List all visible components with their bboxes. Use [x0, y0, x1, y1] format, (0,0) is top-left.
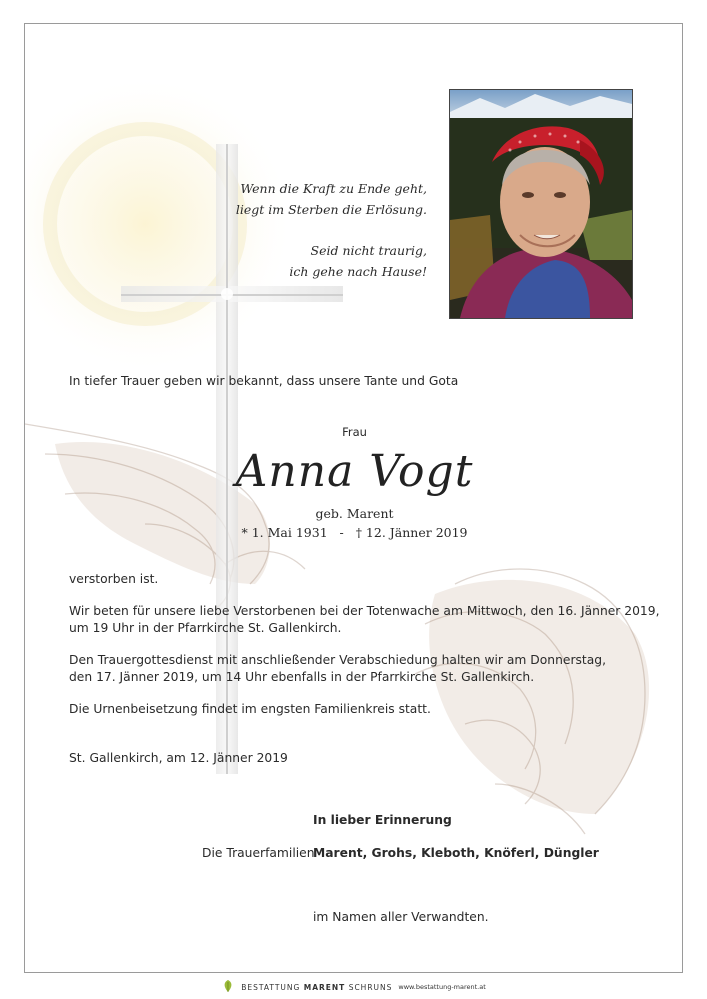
- relatives-text: im Namen aller Verwandten.: [313, 910, 489, 924]
- intro-text: In tiefer Trauer geben wir bekannt, dass unsere Tante und Gota: [69, 374, 459, 388]
- urn-burial-text: Die Urnenbeisetzung findet im engsten Familienkreis statt.: [69, 702, 431, 716]
- obituary-card: [24, 23, 683, 973]
- families-names: Marent, Grohs, Kleboth, Knöferl, Düngler: [313, 846, 599, 860]
- quote-line-1: Wenn die Kraft zu Ende geht,: [240, 181, 427, 196]
- company-brand: [241, 983, 392, 992]
- place-date: St. Gallenkirch, am 12. Jänner 2019: [69, 751, 288, 765]
- life-dates: * 1. Mai 1931 - † 12. Jänner 2019: [241, 525, 468, 540]
- portrait-photo: [449, 89, 633, 319]
- company-website[interactable]: www.bestattung-marent.at: [398, 983, 486, 991]
- vigil-text-line-2: um 19 Uhr in der Pfarrkirche St. Gallenkirch.: [69, 621, 342, 635]
- remembrance-heading: In lieber Erinnerung: [313, 813, 452, 827]
- company-name: MARENT: [303, 982, 346, 992]
- company-location: SCHRUNS: [348, 982, 393, 992]
- vigil-text-line-1: Wir beten für unsere liebe Verstorbenen bei der Totenwache am Mittwoch, den 16. Jänner 2019,: [69, 604, 660, 618]
- passed-text: verstorben ist.: [69, 572, 159, 586]
- footer: [0, 975, 707, 999]
- quote-line-2: liegt im Sterben die Erlösung.: [235, 202, 427, 217]
- families-label: Die Trauerfamilien: [202, 846, 315, 860]
- maiden-name: geb. Marent: [315, 506, 394, 521]
- leaf-logo-icon: [221, 979, 235, 995]
- quote-line-4: ich gehe nach Hause!: [289, 264, 427, 279]
- salutation: Frau: [342, 425, 367, 439]
- service-text-line-1: Den Trauergottesdienst mit anschließender Verabschiedung halten wir am Donnerstag,: [69, 653, 606, 667]
- quote-line-3: Seid nicht traurig,: [310, 243, 427, 258]
- company-prefix: BESTATTUNG: [241, 982, 301, 992]
- deceased-name: Anna Vogt: [235, 446, 474, 497]
- service-text-line-2: den 17. Jänner 2019, um 14 Uhr ebenfalls in der Pfarrkirche St. Gallenkirch.: [69, 670, 535, 684]
